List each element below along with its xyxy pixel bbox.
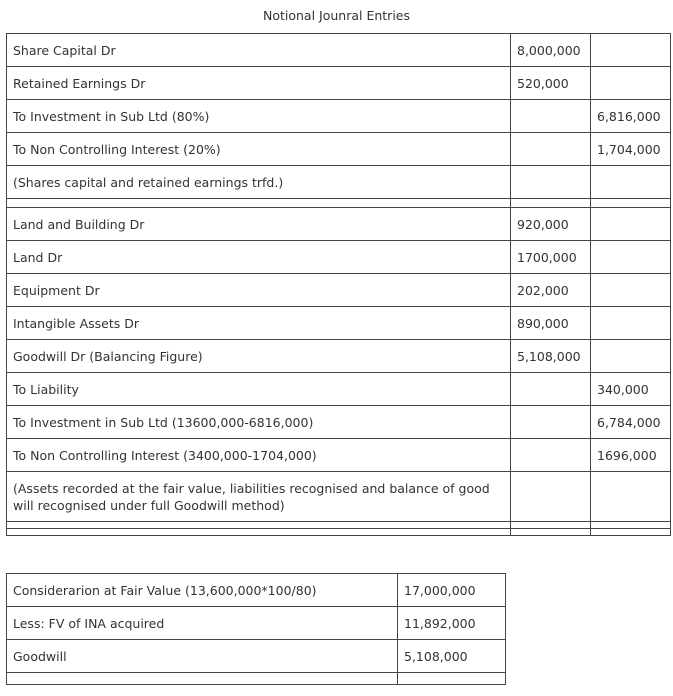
table-row bbox=[7, 439, 671, 472]
journal-table bbox=[6, 33, 671, 536]
empty-cell bbox=[7, 522, 511, 529]
credit-cell bbox=[591, 34, 671, 67]
debit-cell bbox=[511, 472, 591, 522]
table-row bbox=[7, 574, 506, 607]
empty-cell bbox=[511, 522, 591, 529]
debit-cell bbox=[511, 133, 591, 166]
debit-cell: 920,000 bbox=[511, 208, 591, 241]
debit-cell bbox=[511, 166, 591, 199]
table-row bbox=[7, 607, 506, 640]
table-row bbox=[7, 67, 671, 100]
credit-cell: 340,000 bbox=[591, 373, 671, 406]
debit-cell: 202,000 bbox=[511, 274, 591, 307]
empty-cell bbox=[591, 199, 671, 208]
empty-cell bbox=[511, 199, 591, 208]
table-row bbox=[7, 307, 671, 340]
table-row bbox=[7, 166, 671, 199]
particular-cell: To Investment in Sub Ltd (13600,000-6816,000) bbox=[7, 406, 511, 439]
debit-cell: 890,000 bbox=[511, 307, 591, 340]
table-row bbox=[7, 241, 671, 274]
empty-cell bbox=[7, 199, 511, 208]
particular-cell: Land and Building Dr bbox=[7, 208, 511, 241]
value-cell: 11,892,000 bbox=[398, 607, 506, 640]
credit-cell: 6,784,000 bbox=[591, 406, 671, 439]
debit-cell: 8,000,000 bbox=[511, 34, 591, 67]
debit-cell bbox=[511, 373, 591, 406]
credit-cell: 1696,000 bbox=[591, 439, 671, 472]
particular-cell: Intangible Assets Dr bbox=[7, 307, 511, 340]
credit-cell bbox=[591, 274, 671, 307]
table-row bbox=[7, 100, 671, 133]
table-row bbox=[7, 34, 671, 67]
particular-cell: Land Dr bbox=[7, 241, 511, 274]
empty-cell bbox=[591, 529, 671, 536]
spacer-row bbox=[7, 199, 671, 208]
empty-cell bbox=[591, 522, 671, 529]
goodwill-calculation-table bbox=[6, 573, 506, 685]
value-cell: 17,000,000 bbox=[398, 574, 506, 607]
particular-cell: Equipment Dr bbox=[7, 274, 511, 307]
credit-cell bbox=[591, 241, 671, 274]
particular-cell: To Liability bbox=[7, 373, 511, 406]
credit-cell bbox=[591, 307, 671, 340]
credit-cell bbox=[591, 166, 671, 199]
spacer-row bbox=[7, 522, 671, 529]
spacer-row bbox=[7, 673, 506, 685]
narration-cell: (Assets recorded at the fair value, liabilities recognised and balance of good will recognised under full Goodwill method) bbox=[7, 472, 511, 522]
page-title: Notional Jounral Entries bbox=[262, 8, 410, 23]
particular-cell: To Investment in Sub Ltd (80%) bbox=[7, 100, 511, 133]
particular-cell: Retained Earnings Dr bbox=[7, 67, 511, 100]
credit-cell bbox=[591, 208, 671, 241]
empty-cell bbox=[398, 673, 506, 685]
debit-cell: 5,108,000 bbox=[511, 340, 591, 373]
label-cell: Considerarion at Fair Value (13,600,000*100/80) bbox=[7, 574, 398, 607]
debit-cell bbox=[511, 406, 591, 439]
credit-cell bbox=[591, 67, 671, 100]
particular-cell: To Non Controlling Interest (20%) bbox=[7, 133, 511, 166]
table-row bbox=[7, 640, 506, 673]
credit-cell: 1,704,000 bbox=[591, 133, 671, 166]
credit-cell: 6,816,000 bbox=[591, 100, 671, 133]
table-row bbox=[7, 274, 671, 307]
narration-cell: (Shares capital and retained earnings trfd.) bbox=[7, 166, 511, 199]
debit-cell: 520,000 bbox=[511, 67, 591, 100]
table-row bbox=[7, 133, 671, 166]
credit-cell bbox=[591, 340, 671, 373]
table-row bbox=[7, 406, 671, 439]
table-row bbox=[7, 208, 671, 241]
empty-cell bbox=[7, 673, 398, 685]
table-row bbox=[7, 472, 671, 522]
debit-cell: 1700,000 bbox=[511, 241, 591, 274]
spacer-row bbox=[7, 529, 671, 536]
debit-cell bbox=[511, 100, 591, 133]
debit-cell bbox=[511, 439, 591, 472]
empty-cell bbox=[511, 529, 591, 536]
value-cell: 5,108,000 bbox=[398, 640, 506, 673]
particular-cell: Goodwill Dr (Balancing Figure) bbox=[7, 340, 511, 373]
table-row bbox=[7, 340, 671, 373]
credit-cell bbox=[591, 472, 671, 522]
label-cell: Goodwill bbox=[7, 640, 398, 673]
label-cell: Less: FV of INA acquired bbox=[7, 607, 398, 640]
empty-cell bbox=[7, 529, 511, 536]
particular-cell: To Non Controlling Interest (3400,000-1704,000) bbox=[7, 439, 511, 472]
particular-cell: Share Capital Dr bbox=[7, 34, 511, 67]
table-row bbox=[7, 373, 671, 406]
